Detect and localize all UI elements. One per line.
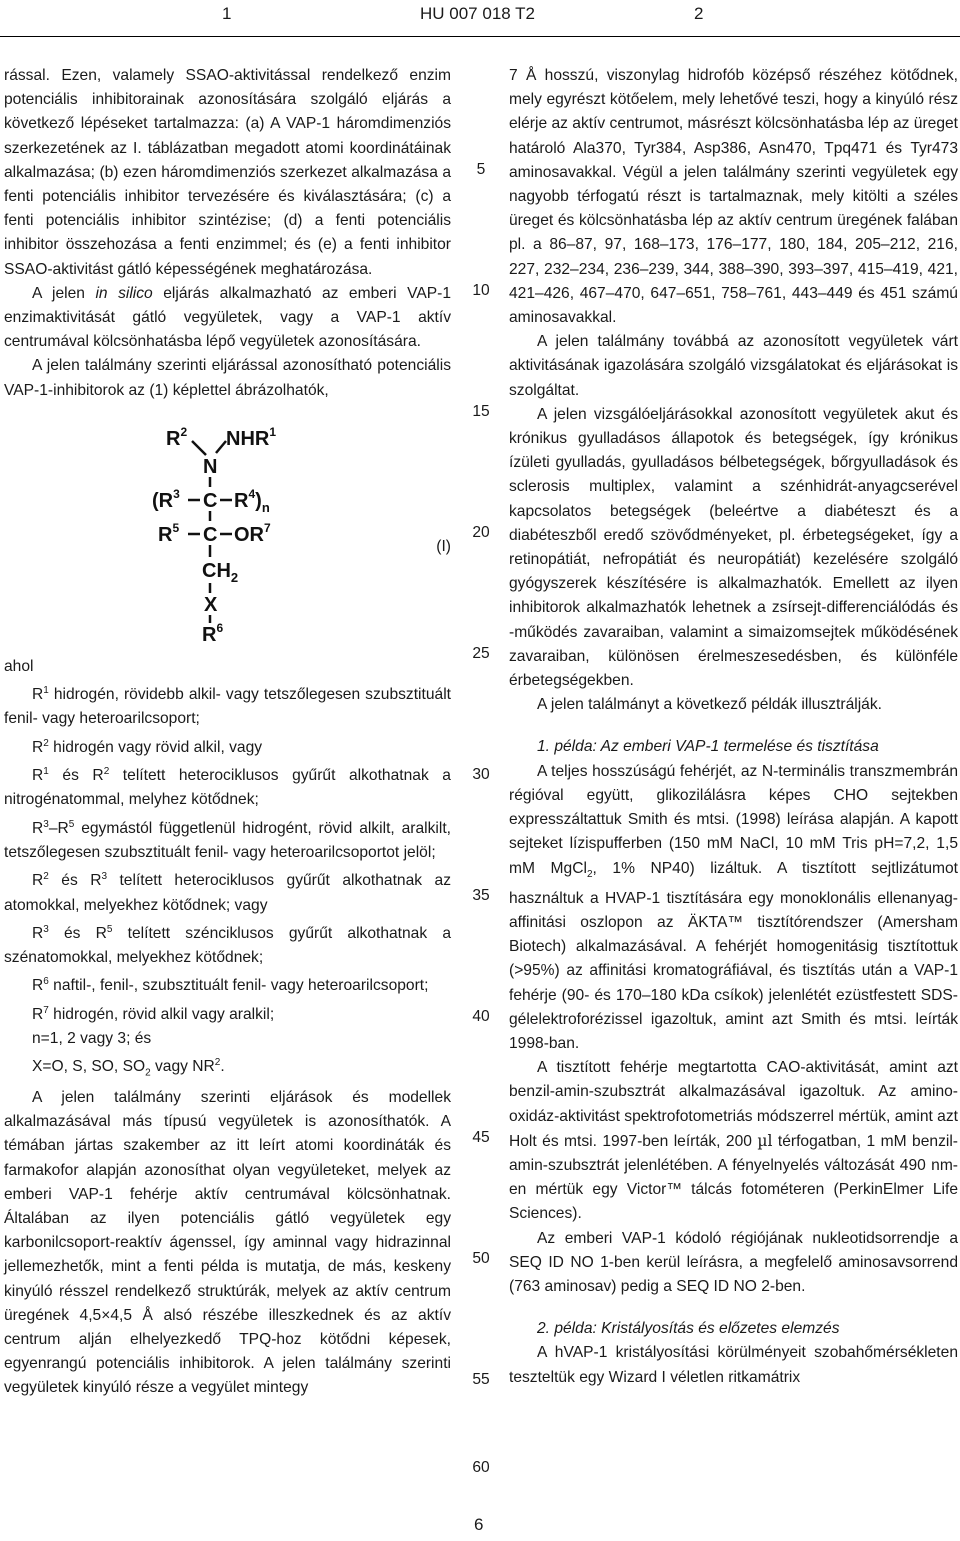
formula-label: (I) bbox=[436, 537, 451, 555]
line-number: 55 bbox=[472, 1371, 490, 1388]
line-number: 15 bbox=[472, 403, 490, 420]
left-paragraph-4: A jelen találmány szerinti eljárások és modellek alkalmazásával más típusú vegyületek is azonosíthatók. A témában jártas szakember az itt leírt atomi koordináták és farmakofor alapján azonosíthat olyan vegyületeket, melyek az emberi VAP-1 fehérje aktív centrumával kölcsönhatnak. Általában az ilyen potenciális gátló vegyületek egy karbonilcsoport-reaktív ágenssel, így aminnal vagy hidrazinnal jellemezhetők, mint a fenti példa is mutatja, de más, keskeny kinyúló résszel rendelkező struktúrák, melyek az aktív centrum üregének 4,5×4,5 Å alsó részébe illeszkednek és az aktív centrum alján elhelyezkedő TPQ-hoz kötődni képesek, egyenrangú potenciális inhibitorok. A jelen találmány szerinti vegyületek kinyúló része a vegyület mintegy bbox=[4, 1088, 451, 1397]
line-number: 25 bbox=[472, 645, 490, 662]
label-x: X bbox=[204, 593, 218, 616]
definition-r6: $R^6$ naftil-, fenil-, szubsztituált fenil- vagy heteroarilcsoport; bbox=[32, 976, 429, 995]
right-page-number: 2 bbox=[694, 4, 704, 23]
right-paragraph-6: A tisztított fehérje megtartotta CAO-aktivitását, amint azt benzil-amin-szubsztrát alkalmazásával igazoltuk. Az amino-oxidáz-aktivitást spektrofotometriás módszerrel mértük, amint azt Holt és mtsi. 1997-ben leírták, 200 µl térfogatban, 1 mM benzil-amin-szubsztrát jelenlétében. A fényelnyelés változását 490 nm-en mértük egy Victor™ tálcás fotométeren (PerkinElmer Life Sciences). bbox=[509, 1059, 958, 1223]
right-paragraph-3: A jelen vizsgálóeljárásokkal azonosított vegyületek akut és krónikus gyulladásos állapotok és betegségek, így krónikus ízületi gyulladás, gyulladásos bélbetegségek, bőrgyulladások és sclerosis multiplex, valamint a szénhidrát-anyagcserével kapcsolatos betegségek (beleértve a diabéteszt és a diabéteszből eredő szövődményeket, pl. érbetegségeket, így a retinopátiát, nefropátiát és neuropátiát) kezelésére szolgáló gyógyszerek készítésére is alkalmazhatók. Emellett az ilyen inhibitorok alkalmazhatók lehetnek a zsírsejt-differenciálódás és -működés zavaraiban, valamint a simaizomsejtek működésének zavaraiban, különösen érelmeszesedésben, és különféle érbetegségekben. bbox=[509, 405, 958, 690]
label-r6: $R^6$ bbox=[202, 620, 224, 645]
definition-r3-r5-ring: $R^3$ és $R^5$ telített szénciklusos gyűrűt alkothatnak a szénatomokkal, melyekhez kötődnek; bbox=[4, 923, 451, 967]
example-2-heading: 2. példa: Kristályosítás és előzetes elemzés bbox=[537, 1320, 840, 1338]
label-ch2: $CH_2$ bbox=[202, 559, 239, 585]
label-r2: $R^2$ bbox=[166, 424, 188, 450]
header-rule bbox=[0, 36, 960, 37]
structure-diagram bbox=[152, 421, 302, 645]
right-paragraph-7: Az emberi VAP-1 kódoló régiójának nukleotidsorrendje a SEQ ID NO 1-ben kerül leírásra, a megfelelő aminosavsorrend (763 aminosav) pedig a SEQ ID NO 2-ben. bbox=[509, 1229, 958, 1296]
chemical-formula bbox=[4, 421, 451, 645]
line-number: 50 bbox=[472, 1250, 490, 1267]
document-number: HU 007 018 T2 bbox=[420, 4, 535, 23]
bond-n-nhr bbox=[216, 441, 226, 453]
label-r5: $R^5$ bbox=[158, 520, 180, 546]
label-or7: $OR^7$ bbox=[234, 520, 271, 546]
left-paragraph-2: A jelen in silico eljárás alkalmazható az emberi VAP-1 enzimaktivitását gátló vegyületek, vagy a VAP-1 aktív centrumával kölcsönhatásba lépő vegyületek azonosítására. bbox=[4, 284, 451, 351]
line-number: 30 bbox=[472, 766, 490, 783]
line-number-column bbox=[461, 64, 501, 1504]
left-paragraph-1: rással. Ezen, valamely SSAO-aktivitással rendelkező enzim potenciális inhibitorainak azonosítására szolgáló eljárás a következő lépéseket tartalmazza: (a) A VAP-1 háromdimenziós szerkezetének az I. táblázatban megadott atomi koordinátáinak alkalmazása; (b) ezen háromdimenziós szerkezet alkalmazása a fenti potenciális inhibitor tervezésére és kiválasztására; (c) a fenti potenciális inhibitor szintézise; (d) a fenti potenciális inhibitor összehozása a fenti enzimmel; és (e) a fenti inhibitor SSAO-aktivitást gátló képességének meghatározása. bbox=[4, 67, 451, 278]
right-paragraph-2: A jelen találmány továbbá az azonosított vegyületek várt aktivitásának igazolására szolgáló vizsgálatokat és eljárásokat is szolgáltat. bbox=[509, 333, 958, 399]
right-paragraph-5: A teljes hosszúságú fehérjét, az N-terminális transzmembrán régióval együtt, glikozilálásra képes CHO sejtekben expresszáltattuk Smith és mtsi. (1998) leírása alapján. A kapott sejteket lízispufferben (150 mM NaCl, 10 mM Tris pH=7,2, 1,5 mM MgCl$_2$, 1% NP40) lizáltuk. A tisztított sejtlizátumot használtuk a HVAP-1 tisztítására egy monoklonális ellenanyag-affinitási oszlopon az ÄKTA™ tisztítórendszer (Amersham Biotech) alkalmazásával. A fehérjét homogenitásig tisztítottuk (>95%) az affinitási kromatográfiával, és tisztítás után a VAP-1 fehérje (90- és 170–180 kDa csíkok) jelenlétét ezüstfestett SDS-gélelektroforézissel igazoltuk, amint azt Smith és mtsi. leírták 1998-ban. bbox=[509, 762, 958, 1053]
right-column bbox=[509, 64, 958, 1390]
label-nhr1: NHR$^1$ bbox=[226, 424, 277, 450]
line-number: 60 bbox=[472, 1459, 490, 1476]
line-number: 35 bbox=[472, 887, 490, 904]
right-paragraph-1: 7 Å hosszú, viszonylag hidrofób középső részéhez kötődnek, mely egyrészt kötőelem, mely lehetővé teszi, hogy a kinyúló rész elérje az aktív centrumot, másrészt kölcsönhatásba lép az üreget határoló Ala370, Tyr384, Asp386, Asn470, Tpq471 és Tyr473 aminosavakkal. Végül a jelen találmány szerinti vegyületek egy nagyobb térfogatú részt is tartalmaznak, mely kitölti a széles üreget és kölcsönhatásba lép az aktív centrum üregének falában pl. a 86–87, 97, 168–173, 176–177, 180, 184, 205–212, 216, 227, 232–234, 236–239, 344, 388–390, 393–397, 415–419, 421, 421–426, 467–470, 647–651, 758–761, 443–449 és 451 számú aminosavakkal. bbox=[509, 67, 958, 327]
right-paragraph-8: A hVAP-1 kristályosítási körülményeit szobahőmérsékleten teszteltük egy Wizard I véletlen ritkamátrix bbox=[509, 1344, 958, 1386]
line-number: 40 bbox=[472, 1008, 490, 1025]
label-c2: C bbox=[203, 523, 218, 546]
label-c1: C bbox=[203, 489, 218, 512]
page-footer-number: 6 bbox=[474, 1515, 484, 1534]
definition-r2: $R^2$ hidrogén vagy rövid alkil, vagy bbox=[32, 737, 263, 756]
left-page-number: 1 bbox=[222, 4, 232, 23]
definition-r7: $R^7$ hidrogén, rövid alkil vagy aralkil; bbox=[32, 1004, 275, 1023]
right-paragraph-4: A jelen találmányt a következő példák illusztrálják. bbox=[537, 696, 882, 714]
definition-x: X=O, S, SO, $SO_2$ vagy $NR^2$. bbox=[32, 1057, 225, 1079]
definition-r2-r3: $R^2$ és $R^3$ telített heterociklusos gyűrűt alkothatnak az atomokkal, melyekhez kötődnek; vagy bbox=[4, 871, 451, 914]
label-n: N bbox=[203, 455, 218, 478]
left-paragraph-3: A jelen találmány szerinti eljárással azonosítható potenciális VAP-1-inhibitorok az (1) képlettel ábrázolhatók, bbox=[4, 357, 451, 399]
bond-r2-n bbox=[192, 441, 206, 455]
line-number: 20 bbox=[472, 524, 490, 541]
page-header bbox=[0, 0, 960, 30]
line-number: 5 bbox=[476, 161, 486, 178]
definition-n: n=1, 2 vagy 3; és bbox=[32, 1030, 152, 1048]
left-column bbox=[4, 64, 451, 1401]
line-number: 10 bbox=[472, 282, 490, 299]
example-1-heading: 1. példa: Az emberi VAP-1 termelése és tisztítása bbox=[537, 738, 879, 756]
label-r4: $R^4)_n$ bbox=[234, 486, 270, 515]
ahol-label: ahol bbox=[4, 657, 34, 675]
line-number: 45 bbox=[472, 1129, 490, 1146]
definition-r1-r2: $R^1$ és $R^2$ telített heterociklusos gyűrűt alkothatnak a nitrogénatommal, melyhez kötődnek; bbox=[4, 766, 451, 809]
label-r3: ($R^3$ bbox=[152, 486, 180, 512]
definition-r1: $R^1$ hidrogén, rövidebb alkil- vagy tetszőlegesen szubsztituált fenil- vagy heteroarilcsoport; bbox=[4, 685, 451, 728]
definition-r3-r5: $R^3-R^5$ egymástól függetlenül hidrogént, rövid alkilt, aralkilt, tetszőlegesen szubsztituált fenil- vagy heteroarilcsoportot jelöl; bbox=[4, 818, 451, 862]
